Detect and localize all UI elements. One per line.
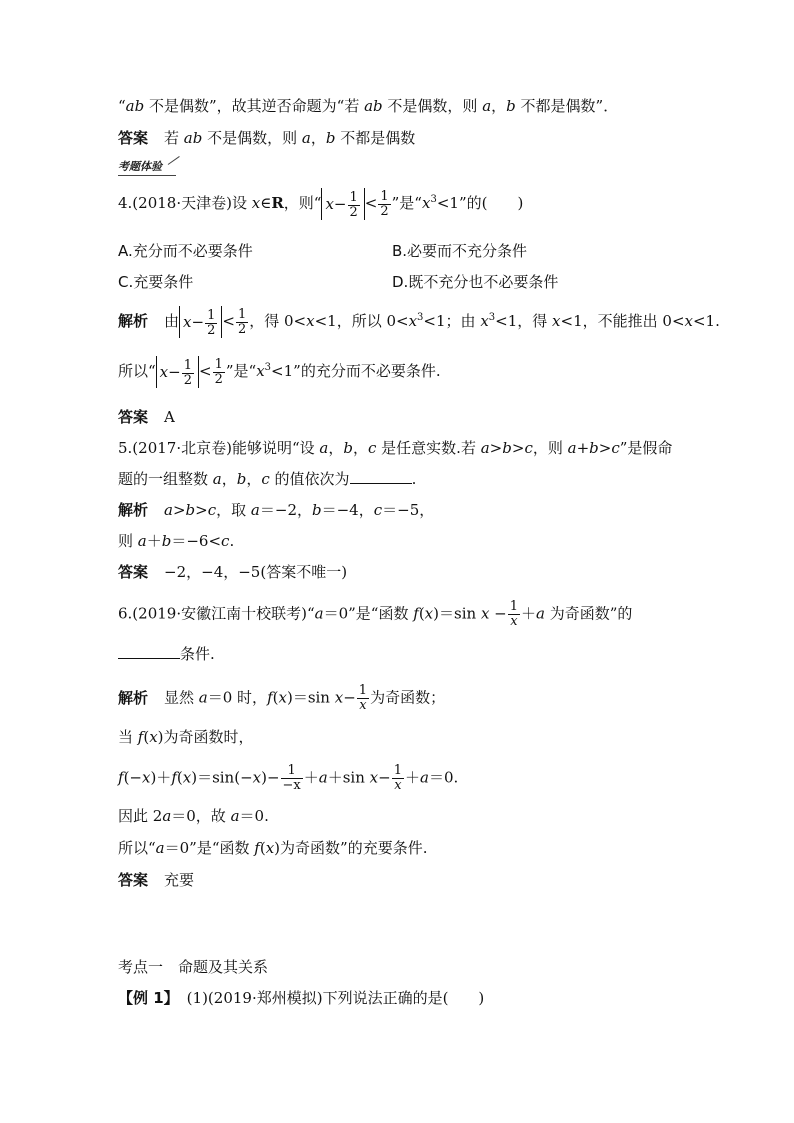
option-c: C.充要条件	[118, 273, 194, 291]
option-a: A.充分而不必要条件	[118, 242, 253, 260]
solution-4-line-2: 所以“ x− $\frac{1}{2}$ < $\frac{1}{2}$ ”是“$x^3<1$”的充分而不必要条件.	[118, 356, 441, 388]
solution-5-line-1: 解析 a>b>c，取 a＝−2，b＝−4，c＝−5，	[118, 501, 435, 519]
solution-continuation: “ab 不是偶数”，故其逆否命题为“若 ab 不是偶数，则 a，b 不都是偶数”．	[118, 97, 619, 115]
solution-6-line-4: 因此 2a＝0，故 a＝0.	[118, 807, 269, 825]
answer-5: 答案 −2，−4，−5(答案不唯一)	[118, 563, 348, 581]
section-tag: 考题体验	[118, 158, 176, 176]
question-5-line-1: 5.(2017·北京卷)能够说明“设 a，b，c 是任意实数.若 a>b>c，则 a+b>c”是假命	[118, 439, 673, 457]
answer-3: 答案 若 ab 不是偶数，则 a，b 不都是偶数	[118, 129, 416, 147]
answer-4: 答案 A	[118, 408, 175, 426]
question-4: 4.(2018·天津卷)设 x∈R，则“ x− $\frac{1}{2}$ < $\frac{1}{2}$ ”是“$x^3<1$”的( )	[118, 188, 524, 220]
answer-6: 答案 充要	[118, 871, 195, 889]
solution-6-line-2: 当 f(x)为奇函数时，	[118, 728, 254, 746]
question-6-line-2: 条件.	[118, 644, 215, 664]
question-5-line-2: 题的一组整数 a，b，c 的值依次为 .	[118, 470, 417, 488]
solution-6-line-1: 解析 显然 a＝0 时，f(x)＝sin x− $\frac{1}{x}$ 为奇函数；	[118, 683, 446, 713]
section-heading: 考点一 命题及其关系	[118, 958, 269, 976]
solution-6-line-5: 所以“a＝0”是“函数 f(x)为奇函数”的充要条件.	[118, 839, 428, 857]
example-1: 【例 1】 (1)(2019·郑州模拟)下列说法正确的是( )	[118, 989, 485, 1007]
solution-6-line-3: f(−x)＋f(x)＝sin(−x)− $\frac{1}{-x}$ ＋a＋sin x− $\frac{1}{x}$ ＋a＝0.	[118, 763, 459, 793]
answer-blank	[350, 469, 412, 484]
solution-4-line-1: 解析 由 x− $\frac{1}{2}$ < $\frac{1}{2}$ ，得 0<x<1，所以 $0<x^3<1$；由 $x^3<1$，得 x<1，不能推出 0<x<1.	[118, 306, 720, 338]
question-6-line-1: 6.(2019·安徽江南十校联考)“a＝0”是“函数 f(x)＝sin x − $\frac{1}{x}$ ＋a 为奇函数”的	[118, 599, 633, 629]
answer-blank	[118, 644, 180, 659]
option-d: D.既不充分也不必要条件	[392, 273, 559, 291]
solution-5-line-2: 则 a＋b＝−6<c.	[118, 532, 235, 550]
option-b: B.必要而不充分条件	[392, 242, 528, 260]
